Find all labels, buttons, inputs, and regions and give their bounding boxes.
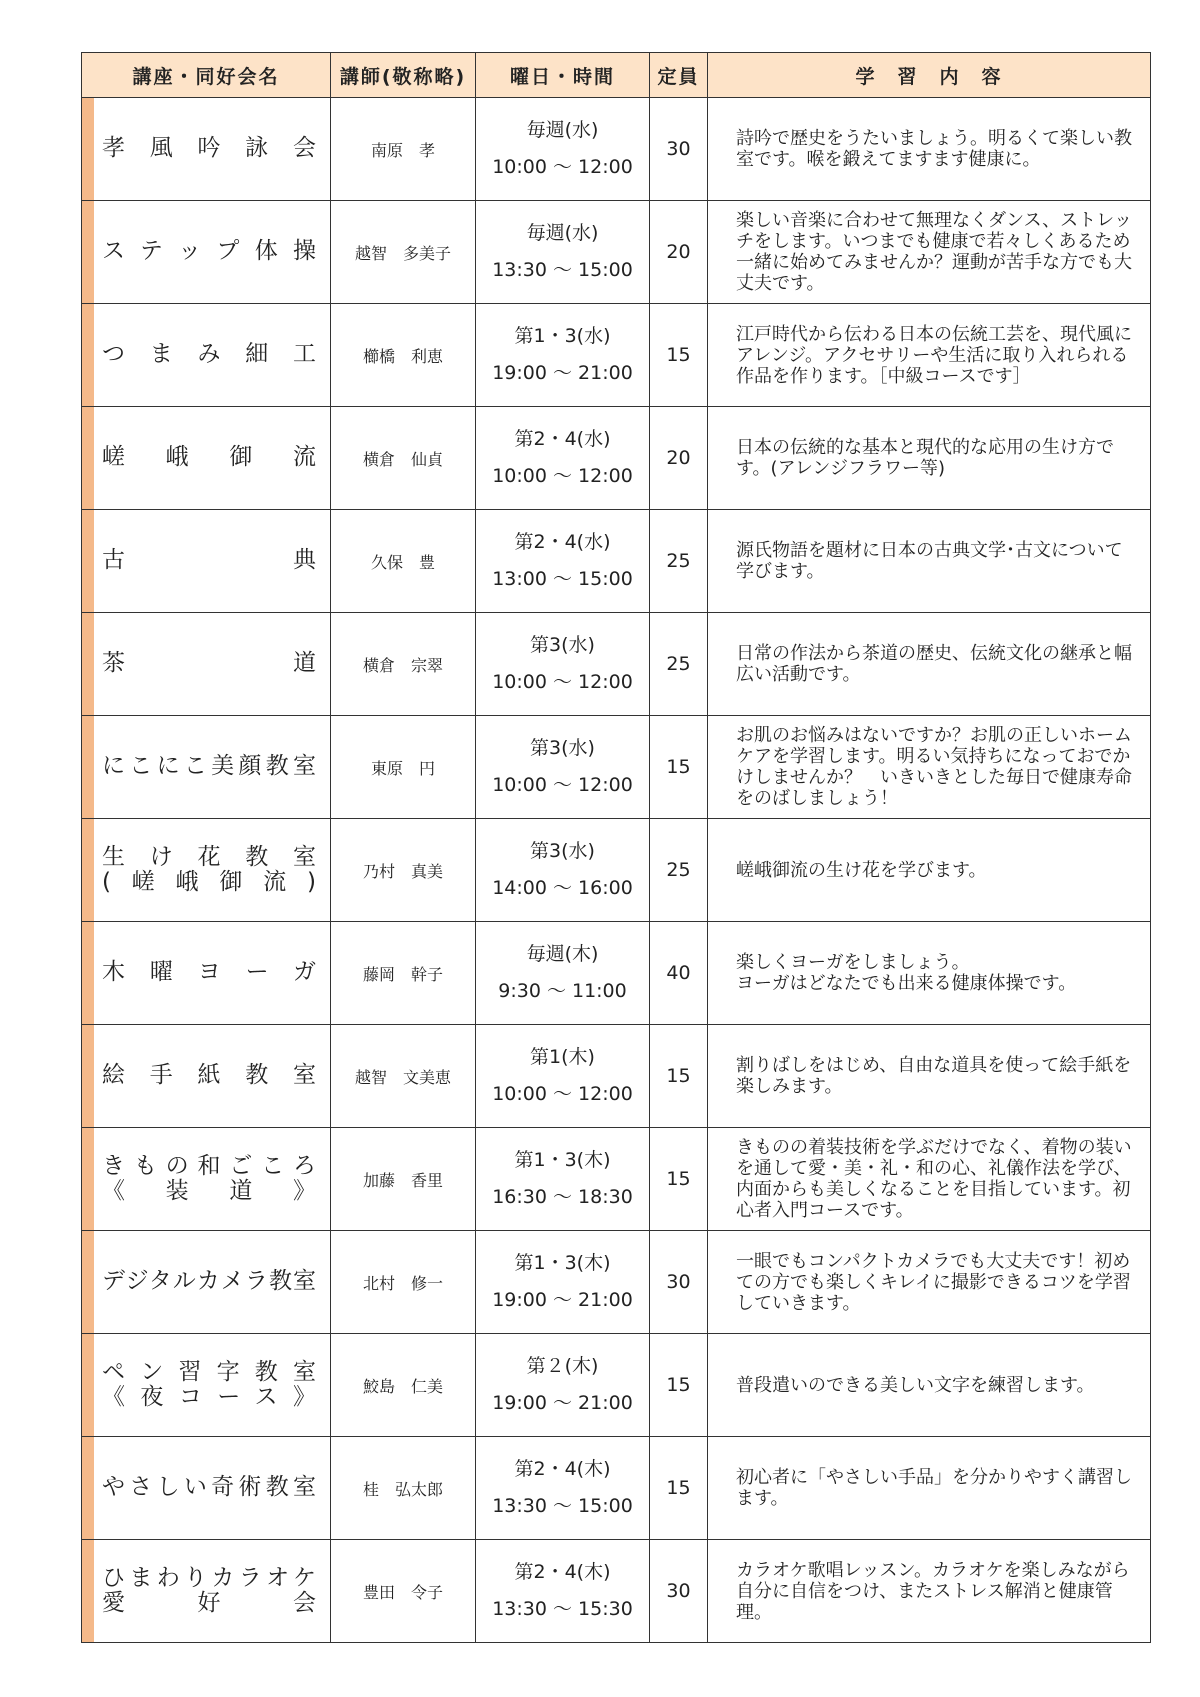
course-description: 一眼でもコンパクトカメラでも大丈夫です！初めての方でも楽しくキレイに撮影できるコツを学習していきます。 <box>708 1231 1151 1334</box>
course-description: 割りばしをはじめ、自由な道具を使って絵手紙を楽しみます。 <box>708 1025 1151 1128</box>
teacher-name: 豊田 令子 <box>331 1540 476 1643</box>
course-name <box>82 1540 331 1643</box>
header-teacher: 講師(敬称略) <box>331 53 476 98</box>
teacher-name: 藤岡 幹子 <box>331 922 476 1025</box>
course-name <box>82 98 331 201</box>
capacity: 40 <box>650 922 708 1025</box>
capacity: 20 <box>650 407 708 510</box>
capacity: 15 <box>650 1128 708 1231</box>
capacity: 25 <box>650 613 708 716</box>
course-rows <box>82 98 1151 1643</box>
teacher-name: 越智 文美恵 <box>331 1025 476 1128</box>
schedule-day: 第1・3(水) <box>514 325 611 347</box>
schedule-time: 19:00 ～ 21:00 <box>492 1392 633 1414</box>
course-name <box>82 613 331 716</box>
schedule-day: 第3(水) <box>530 840 595 862</box>
teacher-name: 加藤 香里 <box>331 1128 476 1231</box>
course-name-line: やさしい奇術教室 <box>102 1474 316 1501</box>
schedule-time: 13:30 ～ 15:00 <box>492 1495 633 1517</box>
course-name <box>82 201 331 304</box>
schedule <box>476 98 650 201</box>
course-name-line: 絵手紙教室 <box>102 1062 316 1089</box>
schedule-time: 10:00 ～ 12:00 <box>492 1083 633 1105</box>
schedule-day: 毎週(水) <box>526 222 599 244</box>
course-description: カラオケ歌唱レッスン。カラオケを楽しみながら自分に自信をつけ、またストレス解消と健康管理。 <box>708 1540 1151 1643</box>
schedule-day: 第2・4(木) <box>514 1458 611 1480</box>
header-day-time: 曜日・時間 <box>476 53 650 98</box>
schedule-time: 19:00 ～ 21:00 <box>492 362 633 384</box>
table-row <box>82 1025 1151 1128</box>
table-row <box>82 510 1151 613</box>
course-name-line: ひまわりカラオケ <box>102 1564 316 1591</box>
schedule <box>476 716 650 819</box>
course-name-line: 古典 <box>102 547 316 574</box>
schedule <box>476 613 650 716</box>
capacity: 15 <box>650 1334 708 1437</box>
table-row <box>82 1128 1151 1231</box>
schedule-day: 第1・3(木) <box>514 1149 611 1171</box>
schedule-day: 第２(木) <box>526 1355 599 1377</box>
course-name <box>82 510 331 613</box>
course-description: 江戸時代から伝わる日本の伝統工芸を、現代風にアレンジ。アクセサリーや生活に取り入れられる作品を作ります。［中級コースです］ <box>708 304 1151 407</box>
table-row <box>82 98 1151 201</box>
course-description: 楽しくヨーガをしましょう。 ヨーガはどなたでも出来る健康体操です。 <box>708 922 1151 1025</box>
schedule-day: 毎週(水) <box>526 119 599 141</box>
capacity: 25 <box>650 819 708 922</box>
schedule-time: 14:00 ～ 16:00 <box>492 877 633 899</box>
schedule-time: 13:30 ～ 15:30 <box>492 1598 633 1620</box>
schedule-time: 10:00 ～ 12:00 <box>492 671 633 693</box>
header-course-name: 講座・同好会名 <box>82 53 331 98</box>
course-description: 源氏物語を題材に日本の古典文学･古文について学びます。 <box>708 510 1151 613</box>
course-description: きものの着装技術を学ぶだけでなく、着物の装いを通して愛・美・礼・和の心、礼儀作法を学び、内面からも美しくなることを目指しています。初心者入門コースです。 <box>708 1128 1151 1231</box>
course-name-line: 嵯峨御流 <box>102 444 316 471</box>
capacity: 25 <box>650 510 708 613</box>
schedule-time: 10:00 ～ 12:00 <box>492 156 633 178</box>
course-name-line: きもの和ごころ <box>102 1152 316 1179</box>
table-row <box>82 304 1151 407</box>
schedule-day: 第1(木) <box>530 1046 595 1068</box>
schedule <box>476 1025 650 1128</box>
capacity: 30 <box>650 98 708 201</box>
course-name <box>82 304 331 407</box>
course-name <box>82 1231 331 1334</box>
course-description: 楽しい音楽に合わせて無理なくダンス、ストレッチをします。いつまでも健康で若々しくあるため一緒に始めてみませんか？運動が苦手な方でも大丈夫です。 <box>708 201 1151 304</box>
course-table <box>81 52 1151 1643</box>
table-row <box>82 201 1151 304</box>
teacher-name: 鮫島 仁美 <box>331 1334 476 1437</box>
table-row <box>82 1231 1151 1334</box>
schedule-time: 10:00 ～ 12:00 <box>492 774 633 796</box>
schedule <box>476 201 650 304</box>
header-content: 学 習 内 容 <box>708 53 1151 98</box>
table-row <box>82 1437 1151 1540</box>
course-name-line: 生け花教室 <box>102 843 316 870</box>
course-description: 日常の作法から茶道の歴史、伝統文化の継承と幅広い活動です。 <box>708 613 1151 716</box>
table-row <box>82 613 1151 716</box>
course-name-line: 《夜コース》 <box>102 1384 316 1410</box>
header-row <box>82 53 1151 98</box>
header-capacity: 定員 <box>650 53 708 98</box>
capacity: 30 <box>650 1540 708 1643</box>
table-row <box>82 1334 1151 1437</box>
schedule <box>476 1540 650 1643</box>
course-name-line: ステップ体操 <box>102 238 316 265</box>
course-name-line: 茶道 <box>102 650 316 677</box>
schedule <box>476 510 650 613</box>
course-description: 初心者に「やさしい手品」を分かりやすく講習します。 <box>708 1437 1151 1540</box>
teacher-name: 東原 円 <box>331 716 476 819</box>
course-name-line: ペン習字教室 <box>102 1358 316 1385</box>
course-name <box>82 922 331 1025</box>
course-description: 普段遣いのできる美しい文字を練習します。 <box>708 1334 1151 1437</box>
schedule <box>476 304 650 407</box>
table-row <box>82 922 1151 1025</box>
capacity: 20 <box>650 201 708 304</box>
schedule-day: 第2・4(水) <box>514 428 611 450</box>
course-name-line: 木曜ヨーガ <box>102 959 316 986</box>
schedule-time: 19:00 ～ 21:00 <box>492 1289 633 1311</box>
course-name <box>82 819 331 922</box>
schedule-day: 第2・4(水) <box>514 531 611 553</box>
capacity: 15 <box>650 304 708 407</box>
course-name <box>82 407 331 510</box>
schedule-day: 第1・3(木) <box>514 1252 611 1274</box>
schedule <box>476 1437 650 1540</box>
capacity: 30 <box>650 1231 708 1334</box>
schedule-day: 第3(水) <box>530 634 595 656</box>
course-name <box>82 1334 331 1437</box>
schedule <box>476 1334 650 1437</box>
teacher-name: 南原 孝 <box>331 98 476 201</box>
course-description: 詩吟で歴史をうたいましょう。明るくて楽しい教室です。喉を鍛えてますます健康に。 <box>708 98 1151 201</box>
course-name-line: 愛好会 <box>102 1590 316 1616</box>
schedule-time: 10:00 ～ 12:00 <box>492 465 633 487</box>
course-name-line: 孝風吟詠会 <box>102 135 316 162</box>
schedule-time: 9:30 ～ 11:00 <box>498 980 627 1002</box>
schedule <box>476 407 650 510</box>
teacher-name: 横倉 宗翠 <box>331 613 476 716</box>
schedule-day: 毎週(木) <box>526 943 599 965</box>
schedule <box>476 1231 650 1334</box>
capacity: 15 <box>650 1437 708 1540</box>
schedule <box>476 922 650 1025</box>
schedule-time: 16:30 ～ 18:30 <box>492 1186 633 1208</box>
course-name-line: (嵯峨御流) <box>102 869 316 895</box>
course-name <box>82 716 331 819</box>
capacity: 15 <box>650 1025 708 1128</box>
schedule <box>476 1128 650 1231</box>
course-description: 日本の伝統的な基本と現代的な応用の生け方です。(アレンジフラワー等) <box>708 407 1151 510</box>
schedule-day: 第2・4(木) <box>514 1561 611 1583</box>
teacher-name: 北村 修一 <box>331 1231 476 1334</box>
schedule-day: 第3(水) <box>530 737 595 759</box>
table-row <box>82 1540 1151 1643</box>
schedule-time: 13:30 ～ 15:00 <box>492 259 633 281</box>
teacher-name: 乃村 真美 <box>331 819 476 922</box>
capacity: 15 <box>650 716 708 819</box>
schedule <box>476 819 650 922</box>
course-name <box>82 1025 331 1128</box>
teacher-name: 横倉 仙貞 <box>331 407 476 510</box>
teacher-name: 櫛橋 利恵 <box>331 304 476 407</box>
table-row <box>82 407 1151 510</box>
course-name-line: にこにこ美顔教室 <box>102 753 316 780</box>
course-description: お肌のお悩みはないですか？お肌の正しいホームケアを学習します。明るい気持ちになっておでかけしませんか？ いきいきとした毎日で健康寿命をのばしましょう！ <box>708 716 1151 819</box>
course-name-line: デジタルカメラ教室 <box>102 1268 316 1295</box>
course-name <box>82 1437 331 1540</box>
table-row <box>82 819 1151 922</box>
course-name-line: つまみ細工 <box>102 341 316 368</box>
teacher-name: 越智 多美子 <box>331 201 476 304</box>
course-name-line: 《装道》 <box>102 1178 316 1204</box>
course-name <box>82 1128 331 1231</box>
course-description: 嵯峨御流の生け花を学びます。 <box>708 819 1151 922</box>
table-row <box>82 716 1151 819</box>
schedule-time: 13:00 ～ 15:00 <box>492 568 633 590</box>
teacher-name: 桂 弘太郎 <box>331 1437 476 1540</box>
teacher-name: 久保 豊 <box>331 510 476 613</box>
